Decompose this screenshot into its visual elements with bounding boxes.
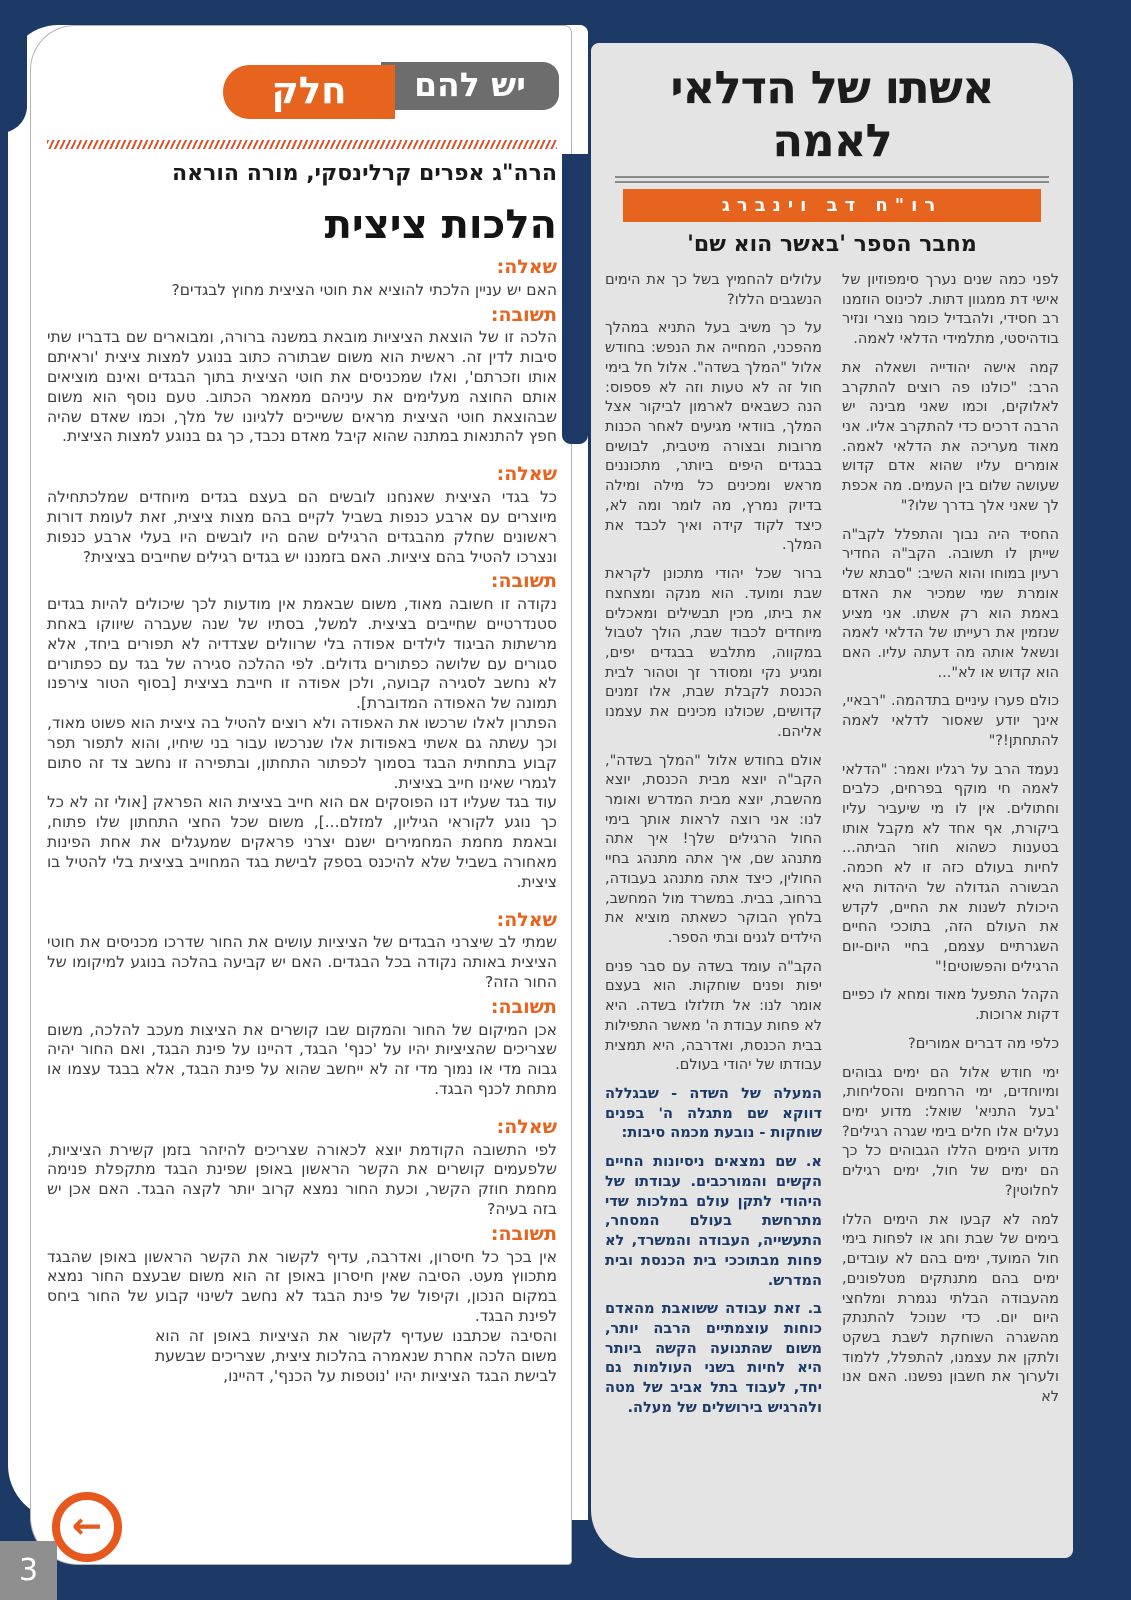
column-left — [605, 271, 822, 1428]
logo-text-left: חלק — [223, 65, 395, 119]
arrow-glyph: ← — [71, 1506, 103, 1547]
logo-text-right: יש להם — [381, 62, 559, 110]
qa-list — [47, 256, 557, 1386]
page-number: 3 — [0, 1541, 57, 1600]
question-text: לפי התשובה הקודמת יוצא לכאורה שצריכים להיזהר בזמן קשירת הציציות, שלפעמים קושרים את הקשר הראשון באופן שפינת הבגד מתקפלת פנימה מחמת חוזק הקשר, וכעת החור נמצא קרוב יותר לקצה הבגד. האם אכן יש בזה בעיה? — [47, 1140, 557, 1219]
paragraph: אולם בחודש אלול "המלך בשדה", הקב"ה יוצא מבית הכנסת, יוצא מהשבת, יוצא מבית המדרש ואומר לנו: אני רוצה לראות אותך בימי החול הרגילים שלך! איך אתה מתנהג שם, איך אתה מתנהג בחיי החולין, כיצד אתה מתנהג בעבודה, ברחוב, בבית. במשרד מול המחשב, בלחץ הבוקר כשאתה מוציא את הילדים לגנים ובתי הספר. — [605, 752, 822, 946]
answer-paragraph: אין בכך כל חיסרון, ואדרבה, עדיף לקשור את הקשר הראשון באופן שהבגד מתכווץ מעט. הסיבה שאין חיסרון באופן זה הוא משום שבעצם החור נמצא במקום הנכון, וקיפול של פינת הבגד לא נחשב לשינוי קבוע של החור ביחס לפינת הבגד. — [47, 1247, 557, 1326]
top-left-navy-tab — [0, 0, 27, 133]
section-logo — [47, 62, 559, 119]
answer-paragraph: אכן המיקום של החור והמקום שבו קושרים את הציצות מעכב להלכה, משום שצריכים שהציציות יהיו על 'כנף' הבגד, דהיינו על פינת הבגד, ואם החור יהיה גבוה מדי או נמוך מדי זה לא ייחשב שהוא על פינת הבגד, אלא בבגד עצמו או מתחת לכנף הבגד. — [47, 1020, 557, 1098]
question-label: שאלה: — [496, 1115, 557, 1138]
author-bar: רו"ח דב וינברג — [623, 189, 1041, 222]
back-arrow-icon — [52, 1492, 122, 1562]
question-label: שאלה: — [496, 908, 557, 931]
answer-paragraph: נקודה זו חשובה מאוד, משום שבאמת אין מודעות לכך שיכולים להיות בגדים סטנדרטיים שחייבים בציצית. למשל, בסתיו של שנה שעברה שיווקו באחת מרשתות הביגוד לילדים אפודה בלי שרוולים שצדדיה לא תפורים ביחד, אלא סגורים עם שלושה כפתורים גדולים. לפי ההלכה סגירה של בגד עם כפתורים לא נחשב לסגירה קבועה, ולכן אפודה זו חייבת בציצית [בסוף הטור צירפנו תמונה של האפודה המדוברת]. — [47, 595, 557, 713]
paragraph: המעלה של השדה - שבגללה דווקא שם מתגלה ה' בפנים שוחקות - נובעת מכמה סיבות: — [605, 1086, 822, 1142]
answer-label: תשובה: — [490, 1222, 557, 1245]
double-line-divider — [615, 176, 1049, 183]
article-title-right: אשתו של הדלאי לאמה — [670, 61, 994, 167]
paragraph: עלולים להחמיץ בשל כך את הימים הנשגבים הללו? — [605, 272, 822, 308]
paragraph: למה לא קבעו את הימים הללו בימים של שבת וחג או לפחות בימי חול המועד, ימים בהם לא עובדים, ימים בהם מתנתקים מטלפונים, מהעבודה הבלתי נגמרת ומלחצי היום יום. כדי שנוכל להתנתק מהשגרה השוחקת לשבת בשקט ולתקן את עצמנו, להתפלל, ללמוד ולערוך את חשבון נפשנו. האם אנו לא — [842, 1211, 1059, 1406]
answer-paragraph: והסיבה שכתבנו שעדיף לקשור את הציציות באופן זה הוא משום הלכה אחרת שנאמרה בהלכות ציצית, שצריכים שבשעת לבישת הבגד הציציות יהיו 'נוטפות על הכנף', דהיינו, — [155, 1326, 557, 1385]
qa-section — [47, 1116, 557, 1387]
qa-section — [47, 256, 557, 447]
article-title-left: הלכות ציצית — [324, 202, 557, 248]
paragraph: נעמד הרב על רגליו ואמר: "הדלאי לאמה חי מוקף בפרחים, כלבים וחתולים. אין לו מי שיעביר עליו ביקורת, אף אחד לא מקבל אותו בטענות כשהוא חוזר הביתה... לחיות בעולם כזה זו לא חכמה. הבשורה הגדולה של היהדות היא היכולת לשנות את החיים, לקדש את העולם הזה, בתוככי החיים השגרתיים עצמם, בחיי היום-יום הרגילים והפשוטים!" — [842, 761, 1059, 975]
question-text: שמתי לב שיצרני הבגדים של הציציות עושים את החור שדרכו מכניסים את חוטי הציצית באותה נקודה בכל הבגדים. האם יש קביעה בהלכה בנוגע למיקומו של החור הזה? — [47, 933, 557, 991]
question-text: האם יש עניין הלכתי להוציא את חוטי הציצית מחוץ לבגדים? — [171, 280, 557, 299]
answer-paragraph: הפתרון לאלו שרכשו את האפודה ולא רוצים להטיל בה ציצית הוא פשוט מאוד, וכך עשתה גם אשתי באפודות אלו שנרכשו עבור בני שיחיו, והוא לתפור תפר קבוע בתחתית הבגד בסמוך לכפתור התחתון, ובתפירה זו נחשב צד זה סתום לגמרי שאינו חייב בציצית. — [47, 714, 557, 792]
question-label: שאלה: — [496, 463, 557, 486]
paragraph: א. שם נמצאים ניסיונות החיים הקשים והמורכבים. עבודתו של היהודי לתקן עולם במלכות שדי מתרחשת בעולם המסחר, התעשייה, העבודה והמשרד, לא פחות מבתוככי בית הכנסת ובית המדרש. — [605, 1154, 822, 1289]
paragraph: החסיד היה נבוך והתפלל לקב"ה שייתן לו תשובה. הקב"ה החדיר רעיון במוחו והוא השיב: "סבתא שלי אומרת שמי שמכיר את האדם באמת הוא רק אשתו. אני מציע שנזמין את רעייתו של הדלאי לאמה ונשאל אותה מה דעתה עליו. האם הוא קדוש או לא"... — [842, 526, 1059, 681]
paragraph: על כך משיב בעל התניא במהלך מהפכני, המחייה את הנפש: בחודש אלול "המלך בשדה". אלול חל בימי חול זה לא טעות וזה לא פספוס: הנה כשבאים לארמון לביקור אצל המלך, בוודאי מגיעים לאחר הכנות מרובות ובצורה מיטבית, לבושים בבגדים היפים ביותר, מתכוננים מראש ומכינים כל מילה ומילה בדיוק נמרץ, מה לומר ומה לא, כיצד לקוד קידה ואיך לכבד את המלך. — [605, 320, 822, 554]
paragraph: כלפי מה דברים אמורים? — [908, 1035, 1059, 1052]
paragraph: לפני כמה שנים נערך סימפוזיון של אישי דת ממגוון דתות. לכינוס הוזמנו רב חסידי, ולהבדיל כומר נוצרי ונזיר בודהיסטי, מתלמידי הדלאי לאמה. — [842, 272, 1059, 348]
article-subtitle: מחבר הספר 'באשר הוא שם' — [687, 232, 977, 257]
column-right — [842, 271, 1059, 1428]
answer-label: תשובה: — [490, 995, 557, 1018]
hatched-divider — [47, 140, 557, 149]
answer-paragraph: עוד בגד שעליו דנו הפוסקים אם הוא חייב בציצית הוא הפראק [אולי זה לא כל כך נוגע לקוראי הגיליון, למזלם...], משום שכל החצי התחתון שלו פתוח, ובאמת מחמת המחמירים ישנם יצרני פראקים שמעגלים את אחת הפינות מאחורה בשביל שלא להיכנס בספק לבישת בגד המחוייב בציצית בלי להטיל בו ציצית. — [47, 793, 557, 891]
question-text: כל בגדי הציצית שאנחנו לובשים הם בעצם בגדים מיוחדים שמלכתחילה מיוצרים עם ארבע כנפות בשביל לקיים בהם מצות ציצית, זאת לעומת דורות ראשונים שחלק מהבגדים הרגילים שהם היו לובשים היו בעלי ארבע כנפות ונצרכו להטיל בהם ציציות. האם בזמננו יש בגדים רגילים שחייבים בציצית? — [47, 488, 557, 566]
answer-paragraph: הלכה זו של הוצאת הציציות מובאת במשנה ברורה, ומבוארים שם בדבריו שתי סיבות לדין זה. ראשית הוא משום שבתורה כתוב בנוגע למצות ציצית 'וראיתם אותו וזכרתם', ואלו שמכניסים את חוטי הציצית בתוך הבגדים ואינם מוציאים אותם החוצה מעלימים את עיניהם ממאמר הכתוב. טעם נוסף הוא משום שבהוצאת חוטי הציצית מראים ששייכים ללגיונו של מלך, וכמו שאדם שהיה חפץ להתנאות במתנה שהוא קיבל מאדם נכבד, כך גם בנוגע למצות הציצית. — [47, 328, 557, 446]
dalai-lama-article-card — [591, 43, 1073, 1558]
answer-label: תשובה: — [490, 570, 557, 593]
qa-section — [47, 909, 557, 1100]
paragraph: ב. זאת עבודה ששואבת מהאדם כוחות עוצמתיים הרבה יותר, משום שהתנועה הקשה ביותר היא לחיות בשני העולמות גם יחד, לעבוד בתל אביב של מטה ולהרגיש בירושלים של מעלה. — [605, 1301, 822, 1416]
paragraph: כולם פערו עיניים בתדהמה. "רבאיי, אינך יודע שאסור לדלאי לאמה להתחתן!?" — [842, 693, 1059, 749]
article-author: הרה"ג אפרים קרלינסקי, מורה הוראה — [172, 161, 557, 186]
paragraph: ברור שכל יהודי מתכונן לקראת שבת ומועד. הוא מנקה ומצחצח את ביתו, מכין תבשילים ומאכלים מיוחדים לכבוד שבת, הולך לטבול במקווה, מתלבש בבגדים יפים, ומגיע נקי ומסודר זך וטהור לבית הכנסת לקבלת שבת, אלו זמנים קדושים, שכולנו מכינים את עצמנו אליהם. — [605, 566, 822, 740]
answer-label: תשובה: — [490, 303, 557, 326]
qa-section — [47, 463, 557, 892]
footer-bar — [0, 1574, 1131, 1600]
vertical-divider — [562, 154, 588, 444]
tzitzit-article-card — [30, 25, 572, 1565]
paragraph: קמה אישה יהודייה ושאלה את הרב: "כולנו פה רוצים להתקרב לאלוקים, וכמו שאני מבינה יש הרבה דרכים כדי להתקרב אליו. אני מאוד מעריכה את הדלאי לאמה. אומרים עליו שהוא אדם קדוש שעושה שלום בין העמים. מה אכפת לך שאני אלך בדרך שלו?" — [842, 359, 1059, 514]
article-columns — [605, 271, 1059, 1428]
paragraph: ימי חודש אלול הם ימים גבוהים ומיוחדים, ימי הרחמים והסליחות, 'בעל התניא' שואל: מדוע ימים נעלים אלו חלים בימי שגרה רגילים? מדוע הימים הללו הגבוהים כל כך הם ימים של חול, ימים רגילים לחלוטין? — [842, 1064, 1059, 1199]
paragraph: הקהל התפעל מאוד ומחא לו כפיים דקות ארוכות. — [842, 987, 1059, 1024]
question-label: שאלה: — [496, 256, 557, 278]
paragraph: הקב"ה עומד בשדה עם סבר פנים יפות ופנים שוחקות. הוא בעצם אומר לנו: אל תזלזלו בשדה. היא לא פחות עבודת ה' מאשר התפילות בבית הכנסת, ואדרבה, היא תמצית עבודתו של יהודי בעולם. — [605, 958, 822, 1074]
